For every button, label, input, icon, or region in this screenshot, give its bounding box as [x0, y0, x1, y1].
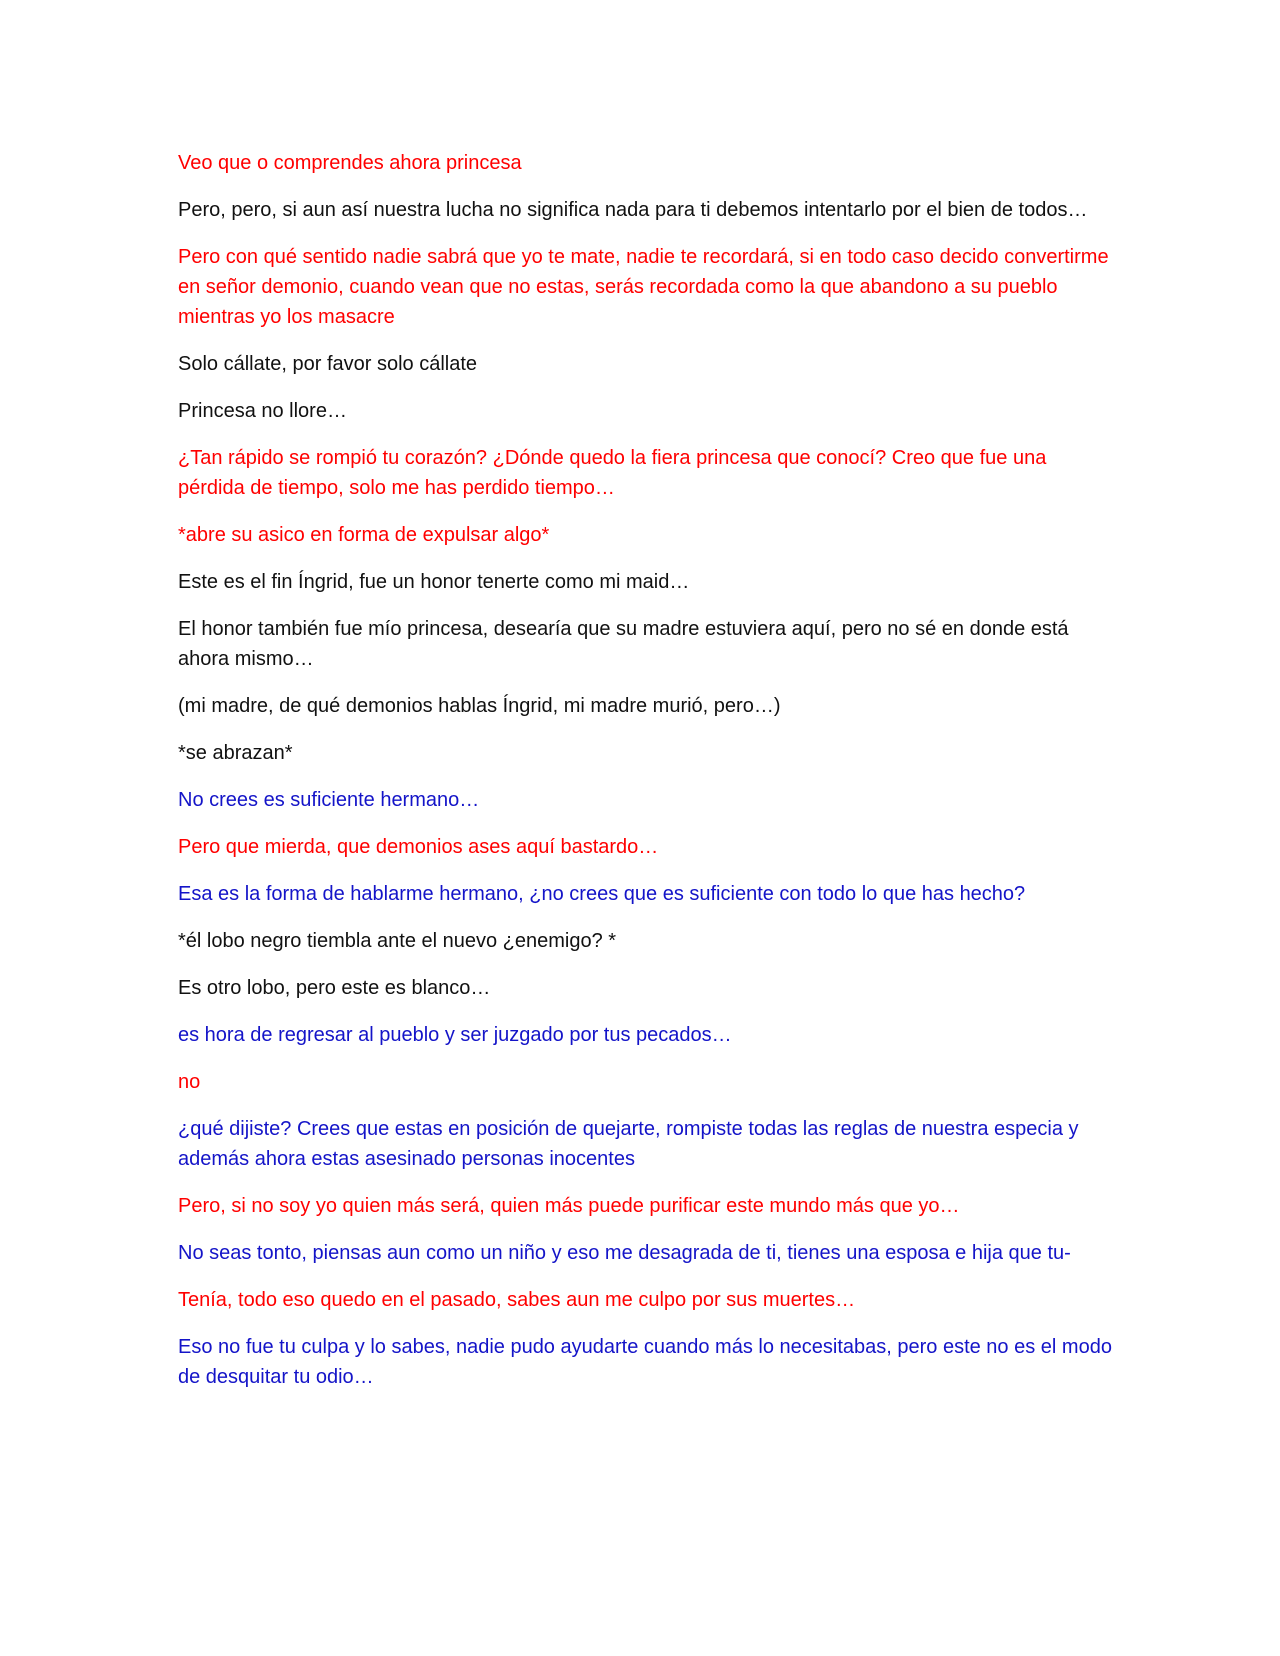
- dialogue-line: El honor también fue mío princesa, desearía que su madre estuviera aquí, pero no sé en donde está ahora mismo…: [178, 618, 1069, 670]
- action-line: *abre su asico en forma de expulsar algo*: [178, 524, 550, 546]
- dialogue-line: Pero, pero, si aun así nuestra lucha no significa nada para ti debemos intentarlo por el bien de todos…: [178, 199, 1088, 221]
- dialogue-line: ¿qué dijiste? Crees que estas en posición de quejarte, rompiste todas las reglas de nuestra especia y además ahora estas asesinado personas inocentes: [178, 1118, 1079, 1170]
- dialogue-line: Es otro lobo, pero este es blanco…: [178, 977, 491, 999]
- dialogue-line: Este es el fin Íngrid, fue un honor tenerte como mi maid…: [178, 571, 690, 593]
- dialogue-line: Pero con qué sentido nadie sabrá que yo te mate, nadie te recordará, si en todo caso decido convertirme en señor demonio, cuando vean que no estas, serás recordada como la que abandono a su pueblo mientras yo los masacre: [178, 246, 1109, 328]
- dialogue-line: Eso no fue tu culpa y lo sabes, nadie pudo ayudarte cuando más lo necesitabas, pero este no es el modo de desquitar tu odio…: [178, 1336, 1112, 1388]
- action-line: *se abrazan*: [178, 742, 293, 764]
- dialogue-line: Pero que mierda, que demonios ases aquí bastardo…: [178, 836, 659, 858]
- dialogue-line: Solo cállate, por favor solo cállate: [178, 353, 478, 375]
- document-body: [178, 148, 1118, 1409]
- dialogue-line: Veo que o comprendes ahora princesa: [178, 152, 522, 174]
- dialogue-line: Esa es la forma de hablarme hermano, ¿no crees que es suficiente con todo lo que has hecho?: [178, 883, 1026, 905]
- dialogue-line: No crees es suficiente hermano…: [178, 789, 480, 811]
- dialogue-line: Tenía, todo eso quedo en el pasado, sabes aun me culpo por sus muertes…: [178, 1289, 856, 1311]
- dialogue-line: Pero, si no soy yo quien más será, quien más puede purificar este mundo más que yo…: [178, 1195, 960, 1217]
- dialogue-line: Princesa no llore…: [178, 400, 347, 422]
- dialogue-line: es hora de regresar al pueblo y ser juzgado por tus pecados…: [178, 1024, 732, 1046]
- thought-line: (mi madre, de qué demonios hablas Íngrid, mi madre murió, pero…): [178, 695, 781, 717]
- dialogue-line: no: [178, 1071, 201, 1093]
- dialogue-line: ¿Tan rápido se rompió tu corazón? ¿Dónde quedo la fiera princesa que conocí? Creo que fue una pérdida de tiempo, solo me has perdido tiempo…: [178, 447, 1047, 499]
- action-line: *él lobo negro tiembla ante el nuevo ¿enemigo? *: [178, 930, 617, 952]
- dialogue-line: No seas tonto, piensas aun como un niño y eso me desagrada de ti, tienes una esposa e hija que tu-: [178, 1242, 1071, 1264]
